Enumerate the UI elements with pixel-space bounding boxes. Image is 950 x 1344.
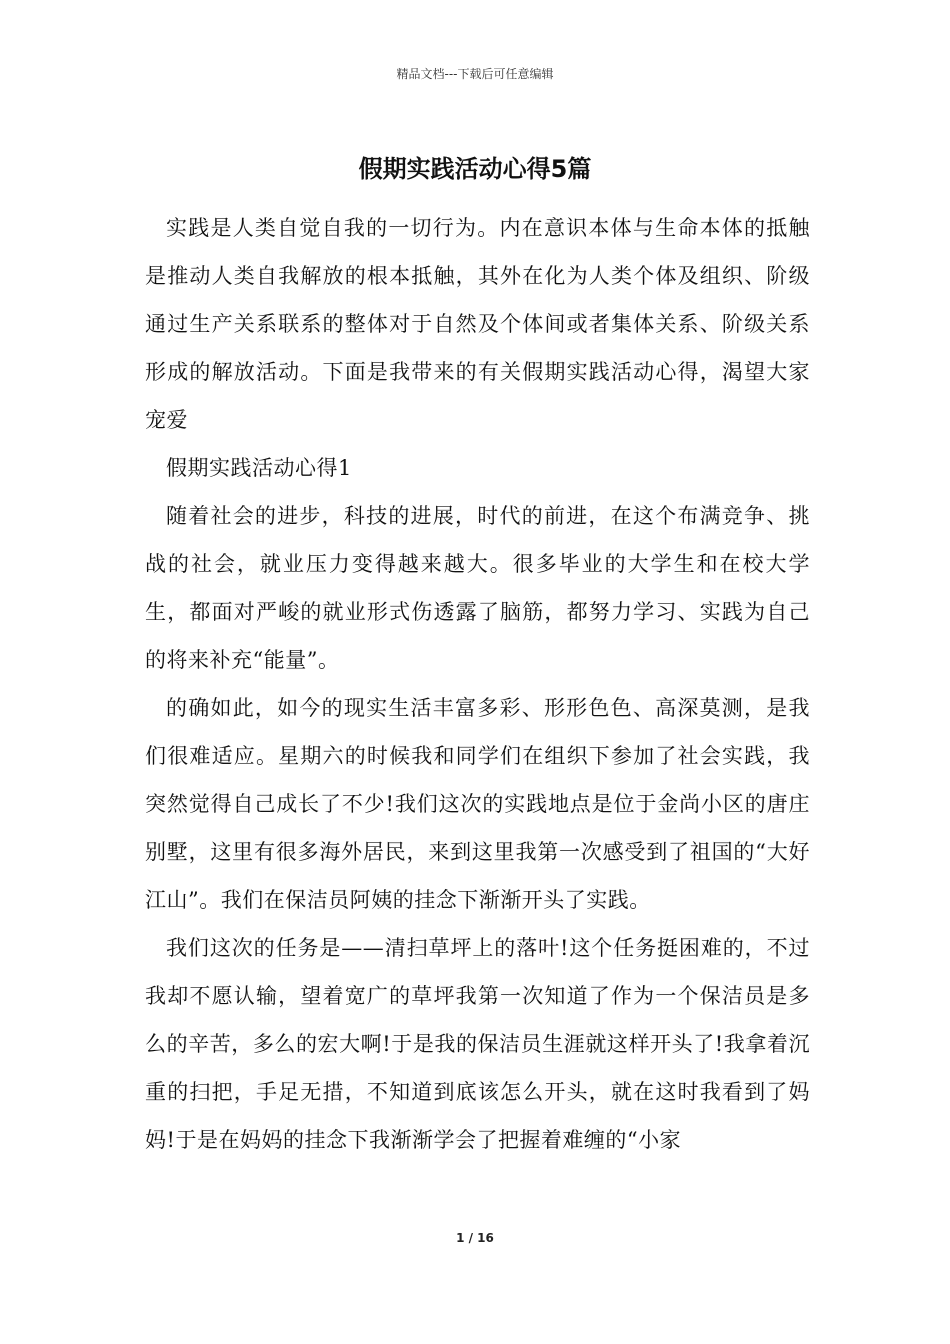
body-paragraph: 的确如此，如今的现实生活丰富多彩、形形色色、高深莫测，是我们很难适应。星期六的时候我和同学们在组织下参加了社会实践，我突然觉得自己成长了不少!我们这次的实践地点是位于金尚小区的唐庄别墅，这里有很多海外居民，来到这里我第一次感受到了祖国的“大好江山”。我们在保洁员阿姨的挂念下渐渐开头了实践。 [145, 696, 810, 912]
page-header: 精品文档---下载后可任意编辑 [396, 67, 554, 81]
intro-paragraph: 实践是人类自觉自我的一切行为。内在意识本体与生命本体的抵触是推动人类自我解放的根本抵触，其外在化为人类个体及组织、阶级通过生产关系联系的整体对于自然及个体间或者集体关系、阶级关系形成的解放活动。下面是我带来的有关假期实践活动心得，渴望大家宠爱 [145, 216, 810, 432]
page-number: 1 / 16 [456, 1231, 494, 1245]
document-body [145, 204, 810, 1164]
body-paragraph: 我们这次的任务是——清扫草坪上的落叶!这个任务挺困难的，不过我却不愿认输，望着宽广的草坪我第一次知道了作为一个保洁员是多么的辛苦，多么的宏大啊!于是我的保洁员生涯就这样开头了!我拿着沉重的扫把，手足无措，不知道到底该怎么开头，就在这时我看到了妈妈!于是在妈妈的挂念下我渐渐学会了把握着难缠的“小家 [145, 936, 810, 1152]
body-paragraph: 随着社会的进步，科技的进展，时代的前进，在这个布满竞争、挑战的社会，就业压力变得越来越大。很多毕业的大学生和在校大学生，都面对严峻的就业形式伤透露了脑筋，都努力学习、实践为自己的将来补充“能量”。 [145, 504, 810, 672]
document-title: 假期实践活动心得5篇 [358, 155, 592, 183]
section-heading-1: 假期实践活动心得1 [166, 456, 352, 480]
